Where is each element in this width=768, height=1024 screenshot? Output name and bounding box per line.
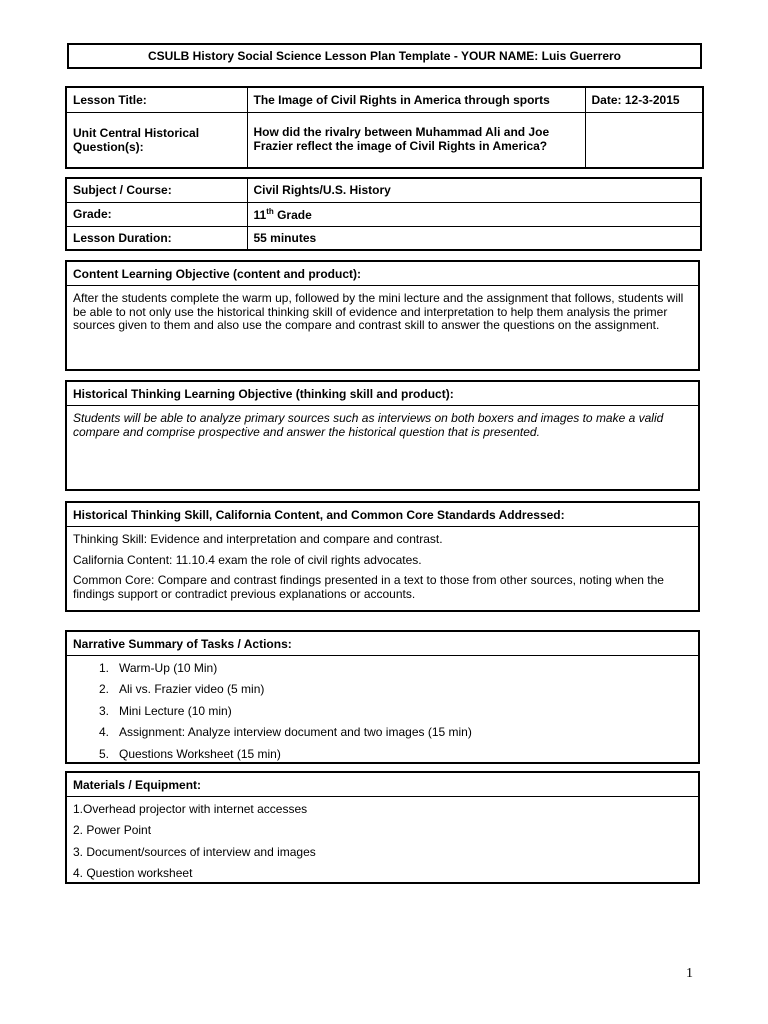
list-item: 2. Power Point	[73, 823, 152, 838]
thinking-objective-text: Students will be able to analyze primary sources such as interviews on both boxers and images to make a valid compare and comprise prospective and answer the historical question that is presented.	[73, 411, 664, 439]
lesson-info-table	[65, 86, 704, 169]
grade-suffix: th	[266, 206, 274, 216]
common-core-text: Common Core: Compare and contrast findings presented in a text to those from other sources, noting when the findings support or contradict previous explanations or accounts.	[73, 573, 664, 601]
content-objective-text: After the students complete the warm up, followed by the mini lecture and the assignment that follows, students will be able to not only use the historical thinking skill of evidence and interpretation to help them analysis the primer sources given to them and also use the compare and contrast skill to answer the questions on the assignment.	[73, 291, 684, 332]
standards-heading: Historical Thinking Skill, California Content, and Common Core Standards Addressed:	[67, 503, 698, 527]
list-item: 3. Document/sources of interview and images	[73, 844, 316, 859]
historical-question-value: How did the rivalry between Muhammad Ali and Joe Frazier reflect the image of Civil Rights in America?	[247, 112, 585, 168]
list-item	[67, 704, 698, 725]
list-item-number: 4.	[98, 725, 109, 740]
lesson-title-row	[66, 87, 703, 112]
list-item-number: 1.	[98, 661, 109, 675]
grade-number: 11	[253, 207, 267, 222]
grade-word: Grade	[277, 207, 312, 222]
empty-cell	[585, 112, 703, 168]
list-item	[67, 725, 698, 746]
list-item-text: Ali vs. Frazier video (5 min)	[119, 682, 265, 697]
subject-label: Subject / Course:	[66, 178, 247, 202]
lesson-title-label: Lesson Title:	[66, 87, 247, 112]
list-item-number: 2.	[98, 682, 109, 697]
thinking-skill-text: Thinking Skill: Evidence and interpretation and compare and contrast.	[73, 532, 443, 546]
standards-body	[67, 527, 698, 601]
standards-section	[65, 501, 700, 612]
list-item	[67, 747, 698, 768]
page-title: CSULB History Social Science Lesson Plan Template - YOUR NAME: Luis Guerrero	[67, 43, 702, 69]
duration-value: 55 minutes	[247, 226, 701, 250]
list-item: 4. Question worksheet	[73, 866, 193, 881]
tasks-list	[67, 656, 698, 768]
duration-label: Lesson Duration:	[66, 226, 247, 250]
list-item-text: Assignment: Analyze interview document and two images (15 min)	[119, 725, 472, 740]
list-item	[67, 682, 698, 703]
thinking-objective-section	[65, 380, 700, 491]
historical-question-row	[66, 112, 703, 168]
content-objective-section	[65, 260, 700, 371]
list-item-text: Questions Worksheet (15 min)	[119, 746, 281, 761]
materials-list	[67, 797, 698, 888]
list-item-text: Warm-Up (10 Min)	[119, 661, 218, 675]
list-item-number: 5.	[98, 746, 109, 761]
page-number: 1	[686, 966, 693, 981]
tasks-section	[65, 630, 700, 764]
materials-heading: Materials / Equipment:	[67, 773, 698, 797]
duration-row	[66, 226, 701, 250]
subject-row	[66, 178, 701, 202]
list-item-number: 3.	[98, 703, 109, 718]
list-item: 1.Overhead projector with internet accesses	[73, 802, 308, 816]
grade-label: Grade:	[66, 202, 247, 226]
lesson-date: Date: 12-3-2015	[585, 87, 703, 112]
grade-row	[66, 202, 701, 226]
historical-question-label: Unit Central Historical Question(s):	[66, 112, 247, 168]
subject-value: Civil Rights/U.S. History	[247, 178, 701, 202]
materials-section	[65, 771, 700, 884]
thinking-objective-heading: Historical Thinking Learning Objective (thinking skill and product):	[67, 382, 698, 406]
grade-value	[247, 202, 701, 226]
course-info-table	[65, 177, 702, 251]
california-content-text: California Content: 11.10.4 exam the role of civil rights advocates.	[73, 552, 422, 567]
lesson-title-value: The Image of Civil Rights in America through sports	[247, 87, 585, 112]
list-item	[67, 661, 698, 682]
tasks-heading: Narrative Summary of Tasks / Actions:	[67, 632, 698, 656]
list-item-text: Mini Lecture (10 min)	[119, 703, 232, 718]
content-objective-heading: Content Learning Objective (content and product):	[67, 262, 698, 286]
